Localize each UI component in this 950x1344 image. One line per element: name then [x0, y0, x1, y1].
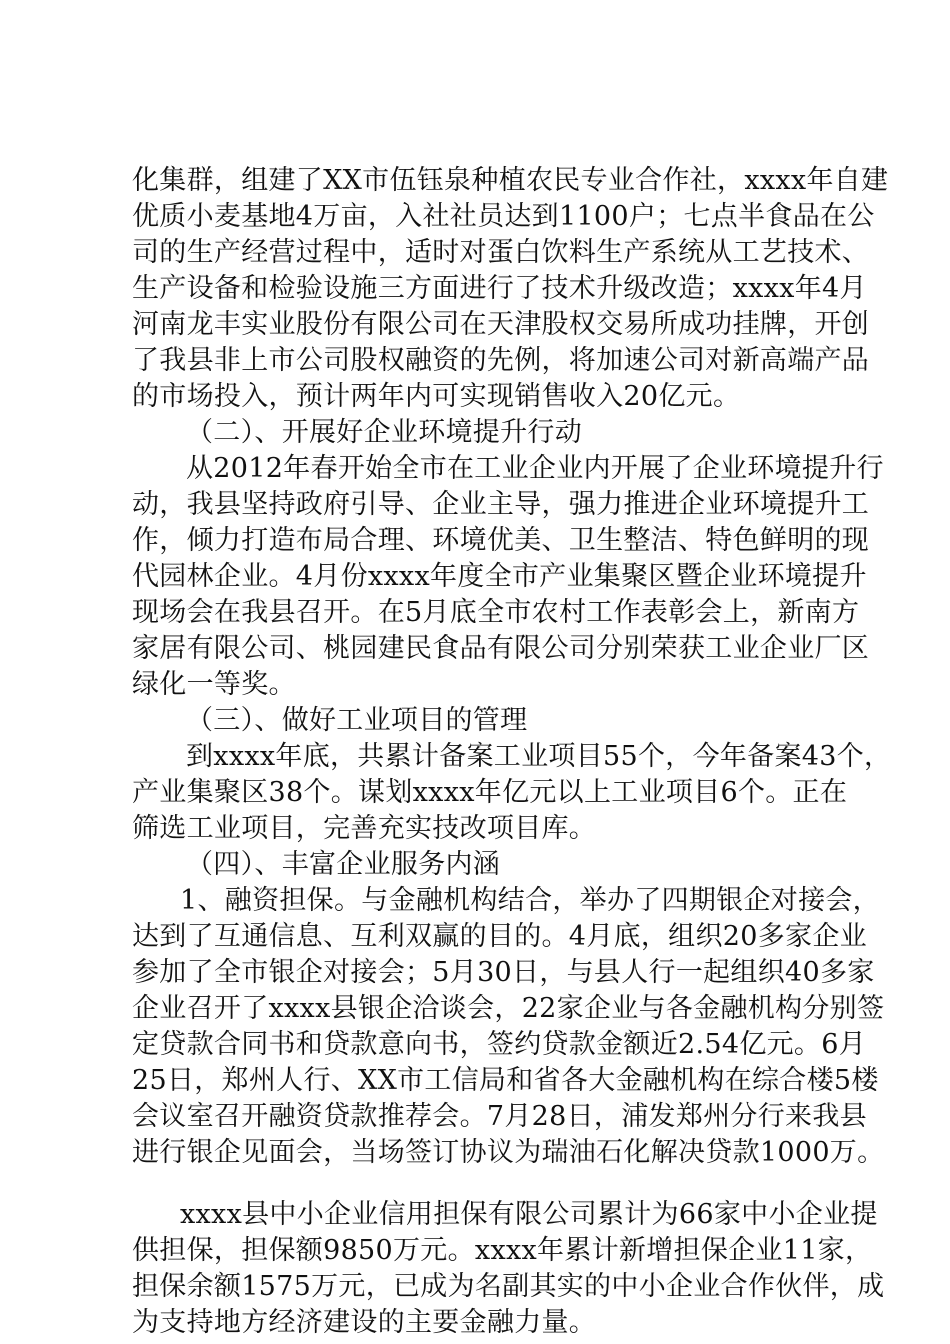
text-line: 代园林企业。4月份xxxx年度全市产业集聚区暨企业环境提升 [132, 561, 867, 592]
text-line: 化集群，组建了XX市伍钰泉种植农民专业合作社，xxxx年自建 [132, 165, 889, 196]
text-line: 生产设备和检验设施三方面进行了技术升级改造；xxxx年4月 [132, 273, 867, 304]
text-line: 产业集聚区38个。谋划xxxx年亿元以上工业项目6个。正在 [132, 777, 848, 808]
section-heading: （二）、开展好企业环境提升行动 [186, 417, 582, 448]
text-line: 为支持地方经济建设的主要金融力量。 [132, 1307, 597, 1338]
section-heading: （三）、做好工业项目的管理 [186, 705, 528, 736]
text-line: 定贷款合同书和贷款意向书，签约贷款金额近2.54亿元。6月 [132, 1029, 866, 1060]
text-line: 达到了互通信息、互利双赢的目的。4月底，组织20多家企业 [132, 921, 867, 952]
text-line: 河南龙丰实业股份有限公司在天津股权交易所成功挂牌，开创 [132, 309, 870, 340]
text-line: 会议室召开融资贷款推荐会。7月28日，浦发郑州分行来我县 [132, 1101, 867, 1132]
text-line: 优质小麦基地4万亩，入社社员达到1100户；七点半食品在公 [132, 201, 875, 232]
text-line: 家居有限公司、桃园建民食品有限公司分别荣获工业企业厂区 [132, 633, 870, 664]
text-line: 担保余额1575万元，已成为名副其实的中小企业合作伙伴，成 [132, 1271, 885, 1302]
text-line: 作，倾力打造布局合理、环境优美、卫生整洁、特色鲜明的现 [132, 525, 870, 556]
text-line: 1、融资担保。与金融机构结合，举办了四期银企对接会， [180, 885, 880, 916]
text-line: 企业召开了xxxx县银企洽谈会，22家企业与各金融机构分别签 [132, 993, 885, 1024]
text-line: 筛选工业项目，完善充实技改项目库。 [132, 813, 597, 844]
text-line: 供担保，担保额9850万元。xxxx年累计新增担保企业11家， [132, 1235, 873, 1266]
text-line: 现场会在我县召开。在5月底全市农村工作表彰会上，新南方 [132, 597, 860, 628]
text-line: xxxx县中小企业信用担保有限公司累计为66家中小企业提 [180, 1199, 878, 1230]
text-line: 参加了全市银企对接会；5月30日，与县人行一起组织40多家 [132, 957, 875, 988]
text-line: 到xxxx年底，共累计备案工业项目55个，今年备案43个， [186, 741, 892, 772]
text-line: 进行银企见面会，当场签订协议为瑞油石化解决贷款1000万。 [132, 1137, 885, 1168]
text-line: 25日，郑州人行、XX市工信局和省各大金融机构在综合楼5楼 [132, 1065, 879, 1096]
text-line: 动，我县坚持政府引导、企业主导，强力推进企业环境提升工 [132, 489, 870, 520]
text-line: 从2012年春开始全市在工业企业内开展了企业环境提升行 [186, 453, 884, 484]
section-heading: （四）、丰富企业服务内涵 [186, 849, 501, 880]
text-line: 司的生产经营过程中，适时对蛋白饮料生产系统从工艺技术、 [132, 237, 870, 268]
text-line: 了我县非上市公司股权融资的先例，将加速公司对新高端产品 [132, 345, 870, 376]
text-line: 绿化一等奖。 [132, 669, 296, 700]
text-line: 的市场投入，预计两年内可实现销售收入20亿元。 [132, 381, 741, 412]
